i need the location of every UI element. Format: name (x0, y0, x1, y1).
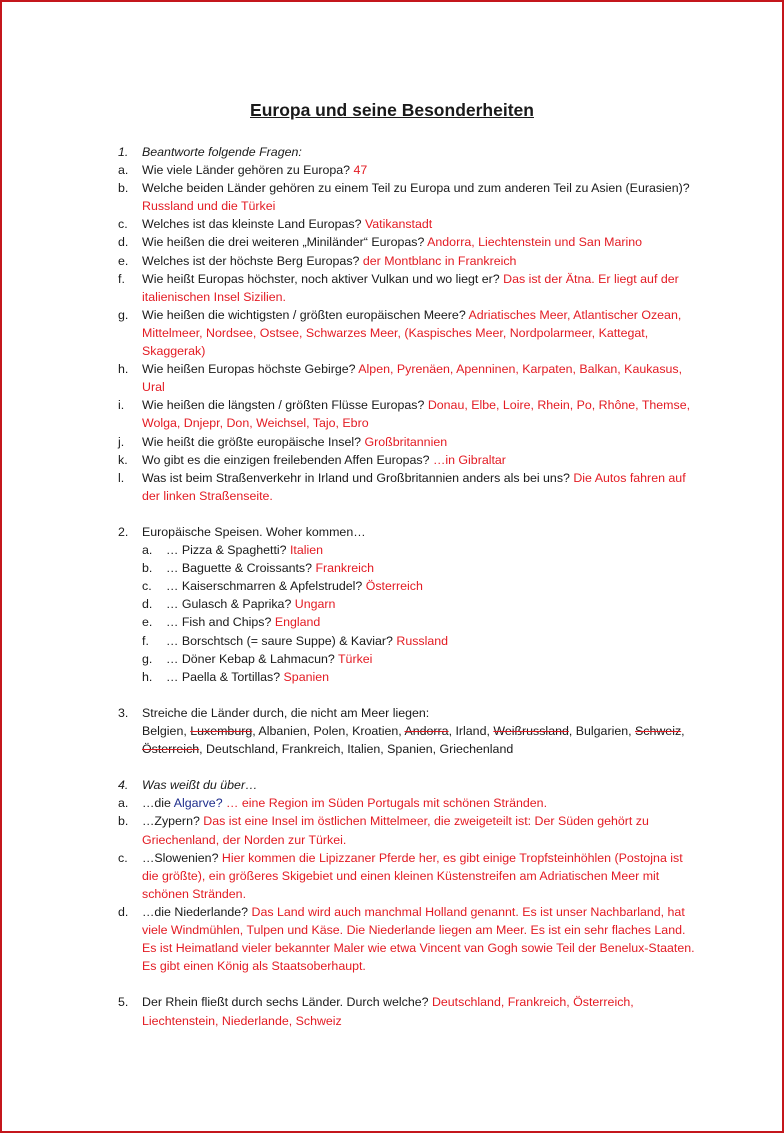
question-text: … Baguette & Croissants? (166, 561, 316, 576)
answer-text: Deutschland, Frankreich, Österreich, Liechtenstein, Niederlande, Schweiz (142, 995, 634, 1028)
answer-text: … eine Region im Süden Portugals mit schönen Stränden. (226, 796, 548, 811)
answer-text: England (274, 615, 321, 630)
question-item (118, 252, 698, 270)
question-item (118, 233, 698, 251)
food-question-item (118, 613, 698, 631)
item-marker: e. (118, 253, 129, 268)
food-question-item (118, 595, 698, 613)
question-item (118, 270, 698, 306)
food-question-item (118, 632, 698, 650)
answer-text: Das ist der Ätna. Er liegt auf der italienischen Insel Sizilien. (142, 271, 679, 304)
section-heading-text: Was weißt du über… (142, 778, 258, 793)
answer-text: der Montblanc in Frankreich (362, 253, 517, 268)
about-question-item (118, 903, 698, 975)
question-text: … Kaiserschmarren & Apfelstrudel? (166, 579, 366, 594)
question-text: Wie heißen Europas höchste Gebirge? (142, 362, 359, 377)
question-text: Wo gibt es die einzigen freilebenden Affen Europas? (142, 452, 433, 467)
answer-text: Russland und die Türkei (142, 199, 276, 214)
question-text: Wie heißt die größte europäische Insel? (142, 434, 365, 449)
about-question-item (118, 794, 698, 812)
answer-text: Die Autos fahren auf der linken Straßenseite. (142, 470, 686, 503)
item-marker: l. (118, 470, 125, 485)
item-content (142, 215, 698, 233)
question-item (118, 451, 698, 469)
struck-country: Luxemburg (190, 724, 253, 738)
question-item (118, 161, 698, 179)
question-text: Was ist beim Straßenverkehr in Irland und Großbritannien anders als bei uns? (142, 470, 574, 485)
item-content (142, 469, 698, 505)
answer-text: …in Gibraltar (432, 452, 506, 467)
question-text: Der Rhein fließt durch sechs Länder. Durch welche? (142, 995, 432, 1010)
item-content (142, 161, 698, 179)
section-heading-text: Beantworte folgende Fragen: (142, 145, 302, 159)
about-question-item (118, 812, 698, 848)
country-text: , Bulgarien, (568, 724, 635, 738)
item-content (142, 306, 698, 360)
answer-text: Donau, Elbe, Loire, Rhein, Po, Rhône, Themse, Wolga, Dnjepr, Don, Weichsel, Tajo, Ebro (142, 398, 691, 431)
question-text: … Pizza & Spaghetti? (166, 543, 290, 558)
item-marker: h. (142, 669, 153, 684)
answer-text: Hier kommen die Lipizzaner Pferde her, es gibt einige Tropfsteinhöhlen (Postojna ist die größte), ein größeres Skigebiet und einen kleinen Küstenstreifen am Adriatischen Meer mit schönen Stränden. (142, 850, 683, 901)
country-text: , Albanien, Polen, Kroatien, (252, 724, 405, 738)
item-marker: f. (118, 271, 125, 286)
about-question-item (118, 849, 698, 903)
item-content (142, 812, 698, 848)
section-2-questions (118, 541, 698, 686)
country-text: , Deutschland, Frankreich, Italien, Spanien, Griechenland (199, 742, 514, 757)
question-text: …Zypern? (142, 814, 204, 829)
question-item (118, 215, 698, 233)
item-marker: a. (142, 543, 153, 558)
item-marker: c. (118, 850, 128, 865)
item-marker: d. (142, 597, 153, 612)
item-content (142, 233, 698, 251)
question-text: Wie heißt Europas höchster, noch aktiver Vulkan und wo liegt er? (142, 271, 504, 286)
item-marker: f. (142, 633, 149, 648)
section-heading-text: Streiche die Länder durch, die nicht am Meer liegen: (142, 705, 430, 720)
question-text: … Gulasch & Paprika? (166, 597, 295, 612)
item-marker: h. (118, 362, 129, 377)
question-item (118, 360, 698, 396)
section-number: 4. (118, 778, 129, 793)
item-marker: a. (118, 163, 129, 178)
question-text: … Borschtsch (= saure Suppe) & Kaviar? (166, 633, 397, 648)
item-content (166, 650, 698, 668)
answer-text: Vatikanstadt (364, 217, 433, 232)
answer-text: Adriatisches Meer, Atlantischer Ozean, Mittelmeer, Nordsee, Ostsee, Schwarzes Meer, (Kaspisches Meer, Nordpolarmeer, Kattegat, Skaggerak) (142, 307, 682, 359)
worksheet-content (118, 143, 698, 1030)
country-text: , (681, 724, 685, 738)
question-text: Wie heißen die längsten / größten Flüsse Europas? (142, 398, 428, 413)
answer-text: Österreich (365, 579, 423, 594)
section-number: 5. (118, 995, 129, 1010)
question-text: …die Niederlande? (142, 904, 252, 919)
question-item (118, 396, 698, 432)
section-5-question (118, 993, 698, 1029)
section-1-questions (118, 161, 698, 505)
question-text: Wie heißen die wichtigsten / größten europäischen Meere? (142, 307, 469, 322)
answer-text: Italien (289, 543, 324, 558)
place-name: Algarve? (173, 796, 227, 811)
country-text: , Irland, (448, 724, 494, 738)
item-content (166, 541, 698, 559)
struck-country: Weißrussland (493, 724, 569, 738)
item-marker: g. (142, 651, 153, 666)
answer-text: 47 (353, 163, 368, 178)
question-text: … Fish and Chips? (166, 615, 275, 630)
struck-country: Österreich (142, 742, 200, 757)
item-content (142, 270, 698, 306)
struck-country: Andorra (404, 724, 449, 738)
section-number: 3. (118, 705, 129, 720)
item-marker: k. (118, 452, 128, 467)
item-content (166, 577, 698, 595)
item-marker: g. (118, 307, 129, 322)
section-3-countries (118, 722, 698, 758)
item-marker: b. (118, 181, 129, 196)
answer-text: Ungarn (294, 597, 336, 612)
item-content (166, 668, 698, 686)
item-marker: b. (118, 814, 129, 829)
question-item (118, 179, 698, 215)
item-content (142, 433, 698, 451)
item-marker: j. (118, 434, 125, 449)
item-content (142, 179, 698, 215)
question-text: Welches ist das kleinste Land Europas? (142, 217, 365, 232)
question-text: … Döner Kebap & Lahmacun? (166, 651, 338, 666)
food-question-item (118, 559, 698, 577)
section-heading-text: Europäische Speisen. Woher kommen… (142, 524, 366, 539)
question-text: … Paella & Tortillas? (166, 669, 284, 684)
item-content (142, 903, 698, 975)
answer-text: Russland (396, 633, 449, 648)
item-content (142, 396, 698, 432)
answer-text: Spanien (283, 669, 330, 684)
question-item (118, 433, 698, 451)
item-content (166, 559, 698, 577)
item-marker: d. (118, 904, 129, 919)
answer-text: Andorra, Liechtenstein und San Marino (427, 235, 643, 250)
item-content (142, 849, 698, 903)
question-text: …die (142, 796, 174, 811)
item-content (142, 451, 698, 469)
question-text: Wie viele Länder gehören zu Europa? (142, 163, 354, 178)
answer-text: Das Land wird auch manchmal Holland genannt. Es ist unser Nachbarland, hat viele Windmühlen, Tulpen und Käse. Die Niederlande liegen am Meer. Es ist ein sehr flaches Land. Es ist Heimatland vieler bekannter Maler wie etwa Vincent van Gogh sowie Teil der Benelux-Staaten. Es gibt einen König als Staatsoberhaupt. (142, 904, 695, 974)
section-4-heading (118, 776, 698, 794)
answer-text: Türkei (337, 651, 373, 666)
item-content (166, 613, 698, 631)
country-list (142, 722, 698, 758)
answer-text: Alpen, Pyrenäen, Apenninen, Karpaten, Balkan, Kaukasus, Ural (142, 362, 683, 395)
item-marker: e. (142, 615, 153, 630)
item-marker: b. (142, 561, 153, 576)
question-item (118, 306, 698, 360)
item-marker: a. (118, 796, 129, 811)
country-text: Belgien, (142, 724, 191, 738)
item-marker: c. (118, 217, 128, 232)
question-text: Welches ist der höchste Berg Europas? (142, 253, 363, 268)
item-content (166, 632, 698, 650)
food-question-item (118, 541, 698, 559)
section-2-heading (118, 523, 698, 541)
answer-text: Das ist eine Insel im östlichen Mittelmeer, die zweigeteilt ist: Der Süden gehört zu Griechenland, der Norden zur Türkei. (142, 814, 649, 847)
section-number: 1. (118, 145, 129, 159)
item-content (166, 595, 698, 613)
section-number: 2. (118, 524, 129, 539)
item-marker: d. (118, 235, 129, 250)
question-item (118, 469, 698, 505)
item-marker: c. (142, 579, 152, 594)
page-title: Europa und seine Besonderheiten (250, 100, 534, 120)
answer-text: Großbritannien (364, 434, 448, 449)
food-question-item (118, 577, 698, 595)
item-marker: i. (118, 398, 125, 413)
question-text: Welche beiden Länder gehören zu einem Teil zu Europa und zum anderen Teil zu Asien (Eurasien)? (142, 181, 690, 196)
section-1-heading (118, 143, 698, 161)
item-content (142, 252, 698, 270)
question-text: …Slowenien? (142, 850, 222, 865)
food-question-item (118, 650, 698, 668)
question-text: Wie heißen die drei weiteren „Miniländer“ Europas? (142, 235, 428, 250)
struck-country: Schweiz (635, 724, 682, 738)
item-content (142, 360, 698, 396)
section-4-questions (118, 794, 698, 975)
section-3-heading (118, 704, 698, 722)
answer-text: Frankreich (315, 561, 374, 576)
food-question-item (118, 668, 698, 686)
item-content (142, 794, 698, 812)
